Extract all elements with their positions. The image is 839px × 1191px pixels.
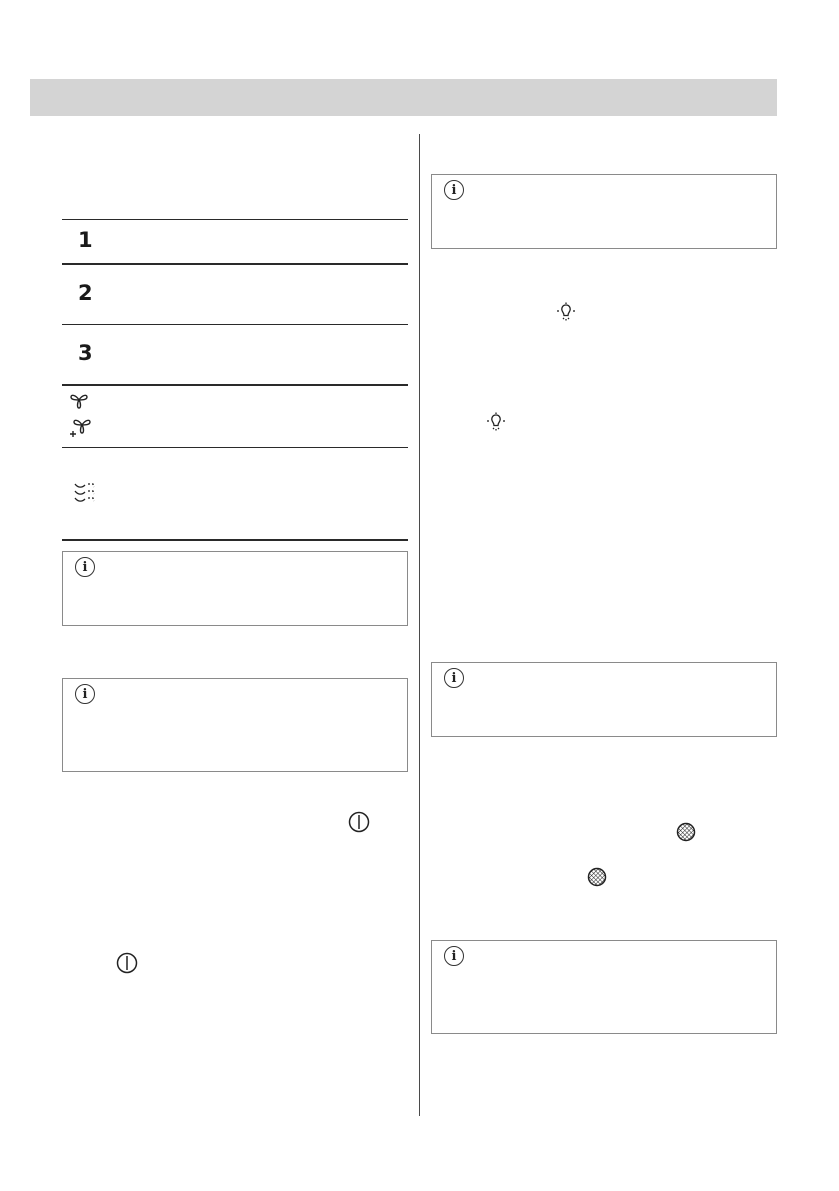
grease-filter-icon (587, 867, 607, 887)
table-rule (62, 384, 408, 386)
power-icon (116, 952, 138, 974)
table-row-1-label: 1 (78, 228, 93, 252)
info-icon: i (75, 557, 95, 577)
light-bulb-icon (555, 302, 577, 322)
table-rule (62, 324, 408, 325)
info-note-box (431, 174, 777, 249)
steam-icon (73, 481, 97, 503)
info-icon: i (75, 684, 95, 704)
info-note-box (62, 678, 408, 772)
section-header-band (30, 79, 777, 116)
info-icon: i (444, 946, 464, 966)
table-rule (62, 447, 408, 448)
fan-plus-icon (68, 416, 94, 438)
table-rule (62, 263, 408, 265)
info-note-box (62, 551, 408, 626)
grease-filter-icon (676, 822, 696, 842)
info-icon: i (444, 180, 464, 200)
table-rule (62, 539, 408, 541)
info-note-box (431, 940, 777, 1034)
light-bulb-icon (485, 412, 507, 432)
table-row-2-label: 2 (78, 281, 93, 305)
table-row-3-label: 3 (78, 341, 93, 365)
info-note-box (431, 662, 777, 737)
column-divider (419, 134, 420, 1116)
table-rule (62, 219, 408, 220)
power-icon (348, 811, 370, 833)
fan-icon (68, 391, 90, 409)
info-icon: i (444, 668, 464, 688)
